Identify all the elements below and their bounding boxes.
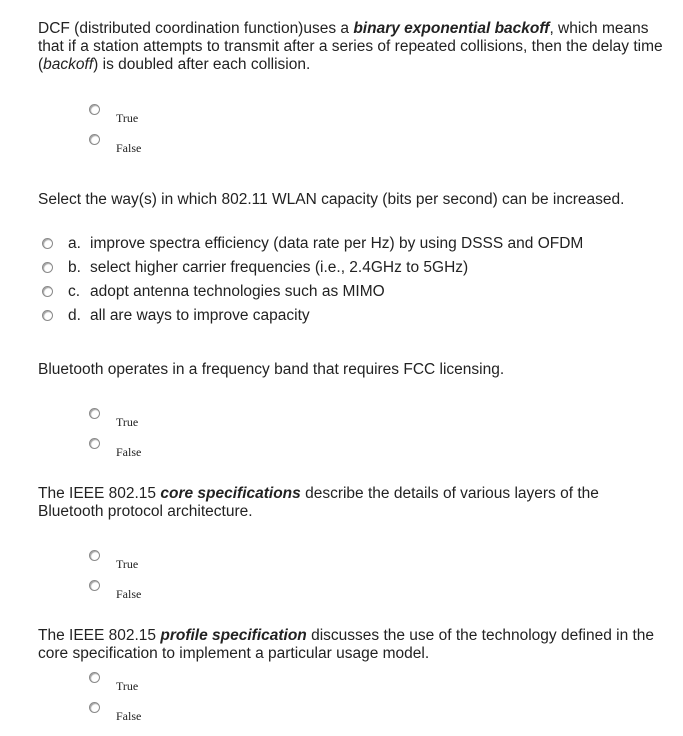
question-3-option-true[interactable] [89, 415, 138, 429]
option-letter: d. [68, 307, 81, 324]
option-text: select higher carrier frequencies (i.e., 2.4GHz to 5GHz) [90, 259, 469, 276]
question-2-option-b[interactable] [42, 259, 468, 277]
question-5-part2: discusses the use of the technology defined in the core specification to implement a particular usage model. [38, 627, 655, 662]
radio-button[interactable] [42, 238, 53, 249]
question-5-option-true[interactable] [89, 679, 138, 693]
question-2-text: Select the way(s) in which 802.11 WLAN capacity (bits per second) can be increased. [38, 191, 625, 208]
question-4-part2: describe the details of various layers of the Bluetooth protocol architecture. [38, 485, 599, 520]
question-5-text [38, 627, 668, 663]
question-5-part1: The IEEE 802.15 [38, 627, 161, 644]
option-label: True [116, 679, 139, 693]
question-4-part1: The IEEE 802.15 [38, 485, 161, 502]
question-2-option-c[interactable] [42, 283, 385, 301]
radio-button[interactable] [89, 408, 100, 419]
option-letter: b. [68, 259, 81, 276]
option-label: False [116, 445, 142, 459]
option-text: all are ways to improve capacity [90, 307, 310, 324]
question-1-text [38, 20, 668, 74]
question-4-option-false[interactable] [89, 587, 141, 601]
question-1-option-false[interactable] [89, 141, 141, 155]
option-label: True [116, 557, 139, 571]
option-text: improve spectra efficiency (data rate per Hz) by using DSSS and OFDM [90, 235, 584, 252]
option-letter: c. [68, 283, 81, 300]
option-label: True [116, 111, 139, 125]
radio-button[interactable] [42, 286, 53, 297]
radio-button[interactable] [89, 134, 100, 145]
question-1-italic-term: backoff [43, 56, 94, 73]
question-1-bold-term: binary exponential backoff [353, 20, 550, 37]
question-4-option-true[interactable] [89, 557, 138, 571]
option-letter: a. [68, 235, 81, 252]
radio-button[interactable] [42, 310, 53, 321]
option-label: False [116, 587, 142, 601]
option-label: False [116, 141, 142, 155]
option-label: True [116, 415, 139, 429]
radio-button[interactable] [89, 672, 100, 683]
question-1-part1: DCF (distributed coordination function)uses a [38, 20, 354, 37]
radio-button[interactable] [89, 702, 100, 713]
question-2-option-d[interactable] [42, 307, 310, 325]
radio-button[interactable] [89, 438, 100, 449]
question-5-option-false[interactable] [89, 709, 141, 723]
question-3-option-false[interactable] [89, 445, 141, 459]
option-label: False [116, 709, 142, 723]
question-1-option-true[interactable] [89, 111, 138, 125]
question-1-part3: ) is doubled after each collision. [93, 56, 311, 73]
option-text: adopt antenna technologies such as MIMO [90, 283, 385, 300]
radio-button[interactable] [89, 550, 100, 561]
question-4-text [38, 485, 668, 521]
question-2-option-a[interactable] [42, 235, 583, 253]
question-5-bold-term: profile specification [160, 627, 307, 644]
question-3-text: Bluetooth operates in a frequency band that requires FCC licensing. [38, 361, 505, 378]
question-4-bold-term: core specifications [160, 485, 301, 502]
radio-button[interactable] [42, 262, 53, 273]
question-1-part2: , which means that if a station attempts to transmit after a series of repeated collisions, then the delay time ( [38, 20, 663, 73]
radio-button[interactable] [89, 104, 100, 115]
radio-button[interactable] [89, 580, 100, 591]
